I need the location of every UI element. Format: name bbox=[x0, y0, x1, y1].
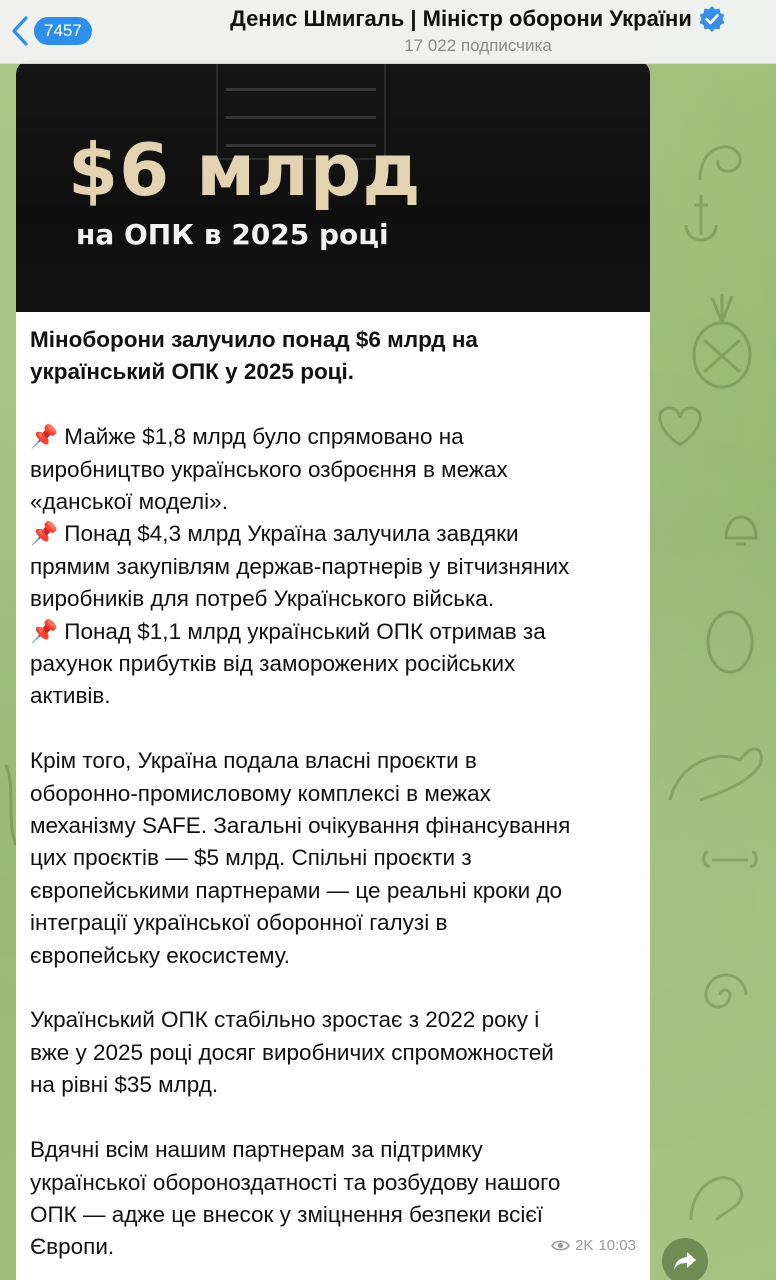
unread-count-badge: 7457 bbox=[34, 17, 92, 45]
share-button[interactable] bbox=[662, 1238, 708, 1280]
back-button[interactable] bbox=[10, 14, 92, 48]
paragraph-line: Український ОПК стабільно зростає з 2022 року і bbox=[30, 1007, 540, 1033]
dino-head-doodle-icon bbox=[676, 1150, 756, 1230]
paragraph-line: цих проєктів — $5 млрд. Спільні проєкти з bbox=[30, 845, 472, 871]
bullet-line: прямим закупівлям держав-партнерів у вітчизняних bbox=[30, 553, 570, 579]
bullet-line: активів. bbox=[30, 683, 111, 709]
paragraph-line: вже у 2025 році досяг виробничих спроможностей bbox=[30, 1039, 554, 1065]
image-amount-text: $6 млрд bbox=[68, 128, 422, 212]
bullet-line: виробництво українського озброєння в межах bbox=[30, 456, 508, 482]
image-subtitle-text: на ОПК в 2025 році bbox=[76, 218, 389, 251]
share-icon bbox=[673, 1250, 697, 1272]
pin-icon: 📌 bbox=[30, 521, 59, 547]
bullet-line: Понад $4,3 млрд Україна залучила завдяки bbox=[64, 521, 519, 547]
bullet-line: рахунок прибутків від заморожених російських bbox=[30, 651, 516, 677]
headline-line: український ОПК у 2025 році. bbox=[30, 359, 355, 385]
paragraph-line: європейськими партнерами — це реальні кроки до bbox=[30, 877, 563, 903]
paragraph-line: оборонно-промисловому комплексі в межах bbox=[30, 780, 491, 806]
paragraph-line: механізму SAFE. Загальні очікування фінансування bbox=[30, 813, 571, 839]
pin-icon: 📌 bbox=[30, 618, 59, 644]
bullet-line: Понад $1,1 млрд український ОПК отримав за bbox=[64, 618, 546, 644]
verified-icon bbox=[698, 5, 726, 33]
paragraph-line: Вдячні всім нашим партнерам за підтримку bbox=[30, 1137, 483, 1163]
subscriber-count: 17 022 подписчика bbox=[404, 36, 552, 55]
post-text bbox=[16, 312, 650, 1264]
chat-header bbox=[0, 0, 776, 64]
view-count: 2K bbox=[575, 1237, 594, 1254]
headline-line: Міноборони залучило понад $6 млрд на bbox=[30, 327, 478, 352]
paragraph-line: інтеграції української оборонної галузі в bbox=[30, 910, 448, 936]
dino-doodle-icon bbox=[660, 720, 770, 810]
paragraph-line: ОПК — адже це внесок у зміцнення безпеки всієї bbox=[30, 1201, 544, 1227]
bullet-line: Майже $1,8 млрд було спрямовано на bbox=[64, 424, 464, 450]
post-time: 10:03 bbox=[598, 1237, 636, 1254]
paragraph-line: Крім того, Україна подала власні проєкти в bbox=[30, 748, 477, 774]
egg-doodle-icon bbox=[700, 600, 760, 680]
paragraph-line: української обороноздатності та розбудову нашого bbox=[30, 1169, 561, 1195]
post-meta bbox=[551, 1237, 636, 1254]
swirl-doodle-icon bbox=[690, 960, 760, 1030]
paragraph-line: європейську екосистему. bbox=[30, 942, 291, 968]
bullet-line: «данської моделі». bbox=[30, 489, 228, 515]
bell-doodle-icon bbox=[716, 500, 766, 550]
swirl-doodle-icon bbox=[690, 130, 750, 190]
back-chevron-icon bbox=[10, 15, 30, 47]
paragraph-line: на рівні $35 млрд. bbox=[30, 1072, 219, 1098]
anchor-doodle-icon bbox=[676, 190, 726, 250]
paragraph-line: Європи. bbox=[30, 1234, 115, 1260]
eye-icon bbox=[551, 1239, 570, 1252]
post-image[interactable] bbox=[16, 60, 650, 312]
pineapple-doodle-icon bbox=[684, 290, 760, 390]
pin-icon: 📌 bbox=[30, 424, 59, 450]
image-shelf bbox=[226, 116, 376, 119]
channel-title-area[interactable] bbox=[180, 5, 776, 56]
heart-doodle-icon bbox=[650, 400, 710, 450]
image-shelf bbox=[226, 88, 376, 91]
bullet-line: виробників для потреб Українського війська. bbox=[30, 586, 495, 612]
channel-post bbox=[16, 60, 650, 1280]
bone-doodle-icon bbox=[700, 840, 760, 880]
channel-name: Денис Шмигаль | Міністр оборони України bbox=[230, 6, 692, 31]
